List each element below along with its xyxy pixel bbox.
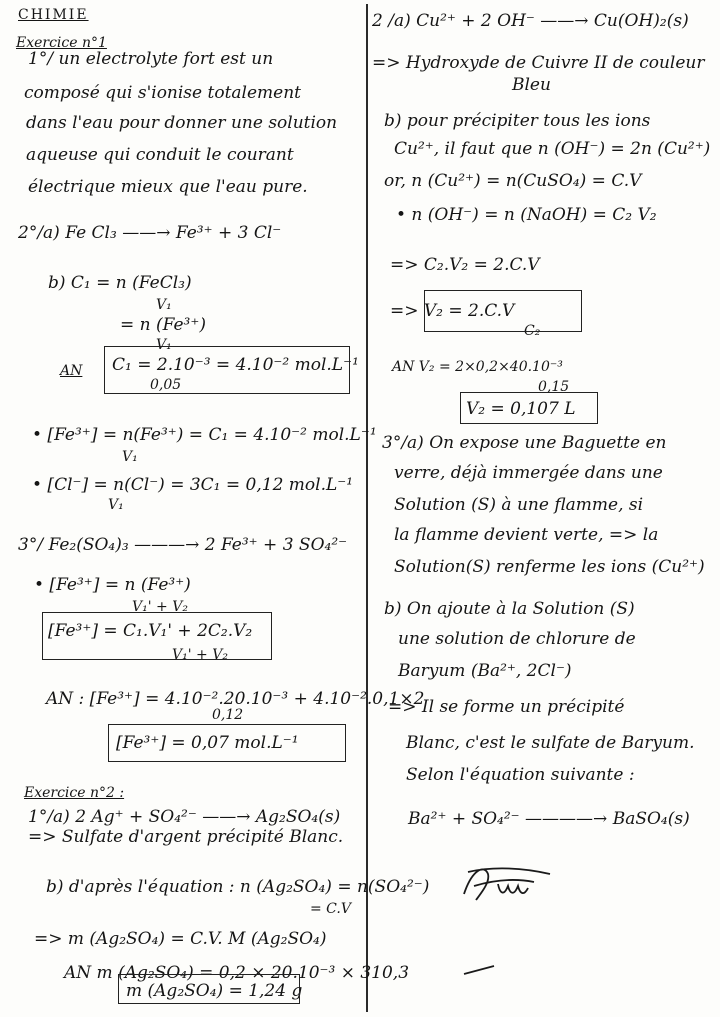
left-column-line: • [Fe³⁺] = n(Fe³⁺) = C₁ = 4.10⁻² mol.L⁻¹ (32, 425, 377, 445)
right-column-line: Blanc, c'est le sulfate de Baryum. (406, 733, 695, 753)
left-column-line: = C.V (310, 901, 351, 917)
left-column-line: 0,12 (212, 707, 244, 723)
left-column-line: V₁ (156, 337, 172, 353)
left-column-line: aqueuse qui conduit le courant (26, 145, 294, 165)
left-column-line: = n (Fe³⁺) (120, 315, 206, 335)
right-column-line: => V₂ = 2.C.V (390, 301, 515, 321)
left-column-line: AN m (Ag₂SO₄) = 0,2 × 20.10⁻³ × 310,3 (64, 963, 410, 983)
left-column-line: V₁ (108, 497, 124, 513)
right-column-line: 3°/a) On expose une Baguette en (382, 433, 667, 453)
left-column-line: • [Fe³⁺] = n (Fe³⁺) (34, 575, 191, 595)
left-column-line: => m (Ag₂SO₄) = C.V. M (Ag₂SO₄) (34, 929, 327, 949)
left-column-line: électrique mieux que l'eau pure. (28, 177, 308, 197)
right-column-line: AN V₂ = 2×0,2×40.10⁻³ (392, 359, 563, 375)
right-column-line: or, n (Cu²⁺) = n(CuSO₄) = C.V (384, 171, 642, 191)
right-column-line: C₂ (524, 323, 541, 339)
left-column-line: composé qui s'ionise totalement (24, 83, 301, 103)
right-column-line: Solution(S) renferme les ions (Cu²⁺) (394, 557, 705, 577)
right-column-line: • n (OH⁻) = n (NaOH) = C₂ V₂ (396, 205, 657, 225)
result-box-mass (118, 974, 303, 1004)
right-column-line: verre, déjà immergée dans une (394, 463, 663, 483)
left-column-line: V₁' + V₂ (172, 647, 228, 663)
column-divider (366, 4, 368, 1012)
end-dash (460, 960, 500, 980)
left-column-line: CHIMIE (18, 7, 89, 23)
result-box-formula (42, 612, 272, 660)
left-column-line: m (Ag₂SO₄) = 1,24 g (126, 981, 303, 1001)
right-column-line: 2 /a) Cu²⁺ + 2 OH⁻ ——→ Cu(OH)₂(s) (372, 11, 689, 31)
left-column-line: [Fe³⁺] = 0,07 mol.L⁻¹ (116, 733, 299, 753)
left-column-line: • [Cl⁻] = n(Cl⁻) = 3C₁ = 0,12 mol.L⁻¹ (32, 475, 354, 495)
left-column-line: AN : [Fe³⁺] = 4.10⁻².20.10⁻³ + 4.10⁻².0,1×2 (46, 689, 425, 709)
right-column-line: Solution (S) à une flamme, si (394, 495, 644, 515)
right-column-line: la flamme devient verte, => la (394, 525, 659, 545)
result-box-v2-value (460, 392, 598, 424)
right-column-line: 0,15 (538, 379, 570, 395)
signature-image (454, 860, 564, 910)
left-column-line: V₁ (122, 449, 138, 465)
left-column-line: b) C₁ = n (FeCl₃) (48, 273, 192, 293)
left-column-line: AN (60, 363, 83, 379)
left-column-line: Exercice n°1 (16, 35, 107, 51)
right-column-line: Selon l'équation suivante : (406, 765, 635, 785)
left-column-line: => Sulfate d'argent précipité Blanc. (28, 827, 344, 847)
right-column-line: Baryum (Ba²⁺, 2Cl⁻) (398, 661, 572, 681)
left-column-line: [Fe³⁺] = C₁.V₁' + 2C₂.V₂ (48, 621, 253, 641)
right-column-line: Cu²⁺, il faut que n (OH⁻) = 2n (Cu²⁺) (394, 139, 711, 159)
right-column-line: => C₂.V₂ = 2.C.V (390, 255, 540, 275)
left-column-line: V₁ (156, 297, 172, 313)
left-column-line: 3°/ Fe₂(SO₄)₃ ———→ 2 Fe³⁺ + 3 SO₄²⁻ (18, 535, 348, 555)
right-column-line: => Il se forme un précipité (388, 697, 625, 717)
left-column-line: 2°/a) Fe Cl₃ ——→ Fe³⁺ + 3 Cl⁻ (18, 223, 282, 243)
right-column-line: b) pour précipiter tous les ions (384, 111, 651, 131)
result-box-v2-formula (424, 290, 582, 332)
right-column-line: Ba²⁺ + SO₄²⁻ ————→ BaSO₄(s) (408, 809, 690, 829)
left-column-line: dans l'eau pour donner une solution (26, 113, 338, 133)
right-column-line: => Hydroxyde de Cuivre II de couleur (372, 53, 705, 73)
right-column-line: Bleu (512, 75, 551, 95)
right-column-line: une solution de chlorure de (398, 629, 636, 649)
left-column-line: 0,05 (150, 377, 182, 393)
left-column-line: C₁ = 2.10⁻³ = 4.10⁻² mol.L⁻¹ (112, 355, 359, 375)
result-box-c1 (104, 346, 350, 394)
left-column-line: Exercice n°2 : (24, 785, 125, 801)
right-column-line: V₂ = 0,107 L (466, 399, 576, 419)
left-column-line: V₁' + V₂ (132, 599, 188, 615)
left-column-line: 1°/ un electrolyte fort est un (28, 49, 274, 69)
left-column-line: b) d'après l'équation : n (Ag₂SO₄) = n(SO₄²⁻) (46, 877, 430, 897)
result-box-fe-concentration (108, 724, 346, 762)
left-column-line: 1°/a) 2 Ag⁺ + SO₄²⁻ ——→ Ag₂SO₄(s) (28, 807, 341, 827)
right-column-line: b) On ajoute à la Solution (S) (384, 599, 635, 619)
